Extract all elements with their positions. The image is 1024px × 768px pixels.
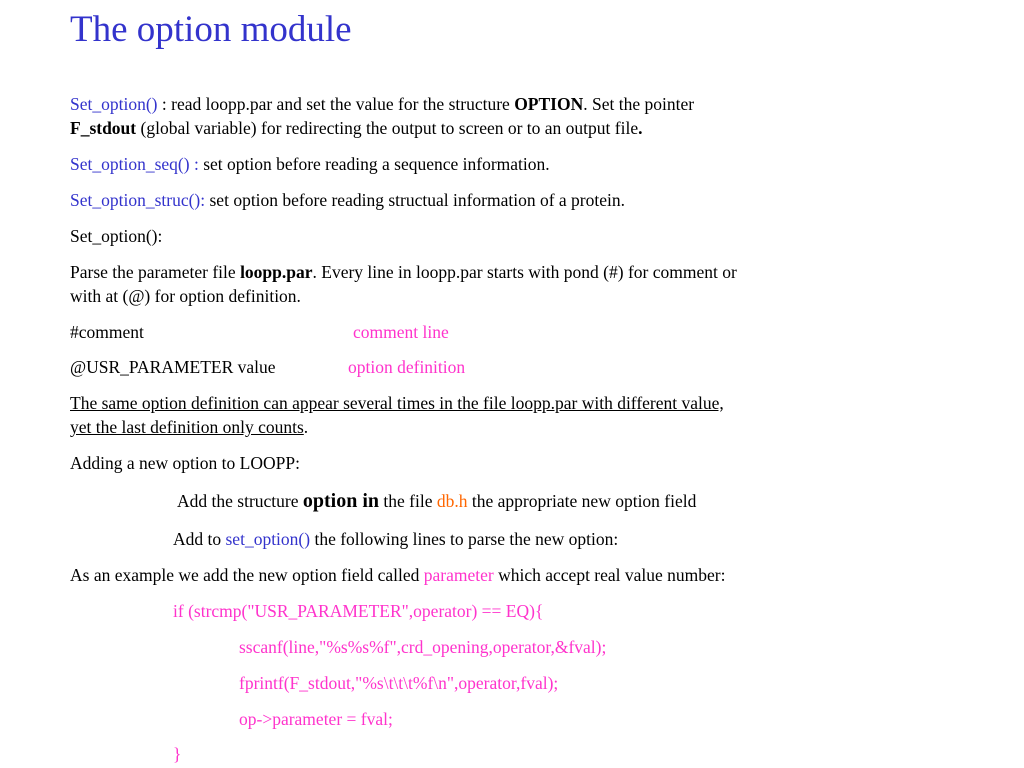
set-option-desc-line2 bbox=[70, 116, 642, 140]
set-option-text3: (global variable) for redirecting the output to screen or to an output file bbox=[136, 118, 639, 138]
db-h-file: db.h bbox=[436, 491, 468, 511]
step2-text1: Add to bbox=[173, 529, 226, 549]
f-stdout-bold: F_stdout bbox=[70, 118, 137, 138]
page-title: The option module bbox=[70, 9, 352, 50]
option-in-bold: option in bbox=[302, 490, 380, 512]
step-add-structure bbox=[177, 489, 696, 513]
step1-text1: Add the structure bbox=[177, 491, 303, 511]
step2-link: set_option() bbox=[225, 529, 311, 549]
set-option-struc-line bbox=[70, 188, 625, 212]
set-option-text1: : read loopp.par and set the value for the structure bbox=[157, 94, 515, 114]
set-option-heading: Set_option(): bbox=[70, 226, 163, 246]
code-line-assign: op->parameter = fval; bbox=[239, 709, 393, 729]
code-line-if: if (strcmp("USR_PARAMETER",operator) == EQ){ bbox=[173, 601, 544, 621]
code-line-close: } bbox=[173, 744, 182, 764]
code-line-sscanf: sscanf(line,"%s%s%f",crd_opening,operator,&fval); bbox=[239, 637, 607, 657]
parse-desc-line1 bbox=[70, 260, 737, 284]
step-add-to-set-option bbox=[173, 527, 618, 551]
adding-heading: Adding a new option to LOOPP: bbox=[70, 453, 300, 473]
step1-text2: the file bbox=[379, 491, 437, 511]
note-line2-text: yet the last definition only counts bbox=[70, 417, 304, 437]
note-line1: The same option definition can appear several times in the file loopp.par with different value, bbox=[70, 393, 724, 413]
comment-explanation: comment line bbox=[353, 322, 449, 342]
set-option-struc-text: set option before reading structual information of a protein. bbox=[205, 190, 625, 210]
example-line bbox=[70, 563, 726, 587]
parameter-example: @USR_PARAMETER value bbox=[70, 357, 276, 377]
period-bold: . bbox=[638, 118, 643, 138]
set-option-seq-link: Set_option_seq() : bbox=[70, 154, 204, 174]
parameter-word: parameter bbox=[423, 565, 494, 585]
parameter-explanation: option definition bbox=[348, 357, 466, 377]
set-option-seq-line bbox=[70, 152, 550, 176]
set-option-seq-text: set option before reading a sequence information. bbox=[203, 154, 550, 174]
set-option-struc-link: Set_option_struc(): bbox=[70, 190, 206, 210]
example-text2: which accept real value number: bbox=[493, 565, 726, 585]
comment-example: #comment bbox=[70, 322, 144, 342]
note-line2 bbox=[70, 415, 308, 439]
step1-text3: the appropriate new option field bbox=[467, 491, 697, 511]
note-line2-end: . bbox=[303, 417, 309, 437]
code-line-fprintf: fprintf(F_stdout,"%s\t\t\t%f\n",operator,fval); bbox=[239, 673, 559, 693]
parse-desc-line2: with at (@) for option definition. bbox=[70, 286, 301, 306]
option-bold: OPTION bbox=[514, 94, 584, 114]
example-text1: As an example we add the new option field called bbox=[70, 565, 424, 585]
parse-text1: Parse the parameter file bbox=[70, 262, 241, 282]
set-option-desc-line1 bbox=[70, 92, 694, 116]
step2-text2: the following lines to parse the new option: bbox=[310, 529, 619, 549]
set-option-text2: . Set the pointer bbox=[583, 94, 695, 114]
parse-text2: . Every line in loopp.par starts with pond (#) for comment or bbox=[312, 262, 737, 282]
set-option-link: Set_option() bbox=[70, 94, 158, 114]
loopp-par-bold: loopp.par bbox=[240, 262, 313, 282]
